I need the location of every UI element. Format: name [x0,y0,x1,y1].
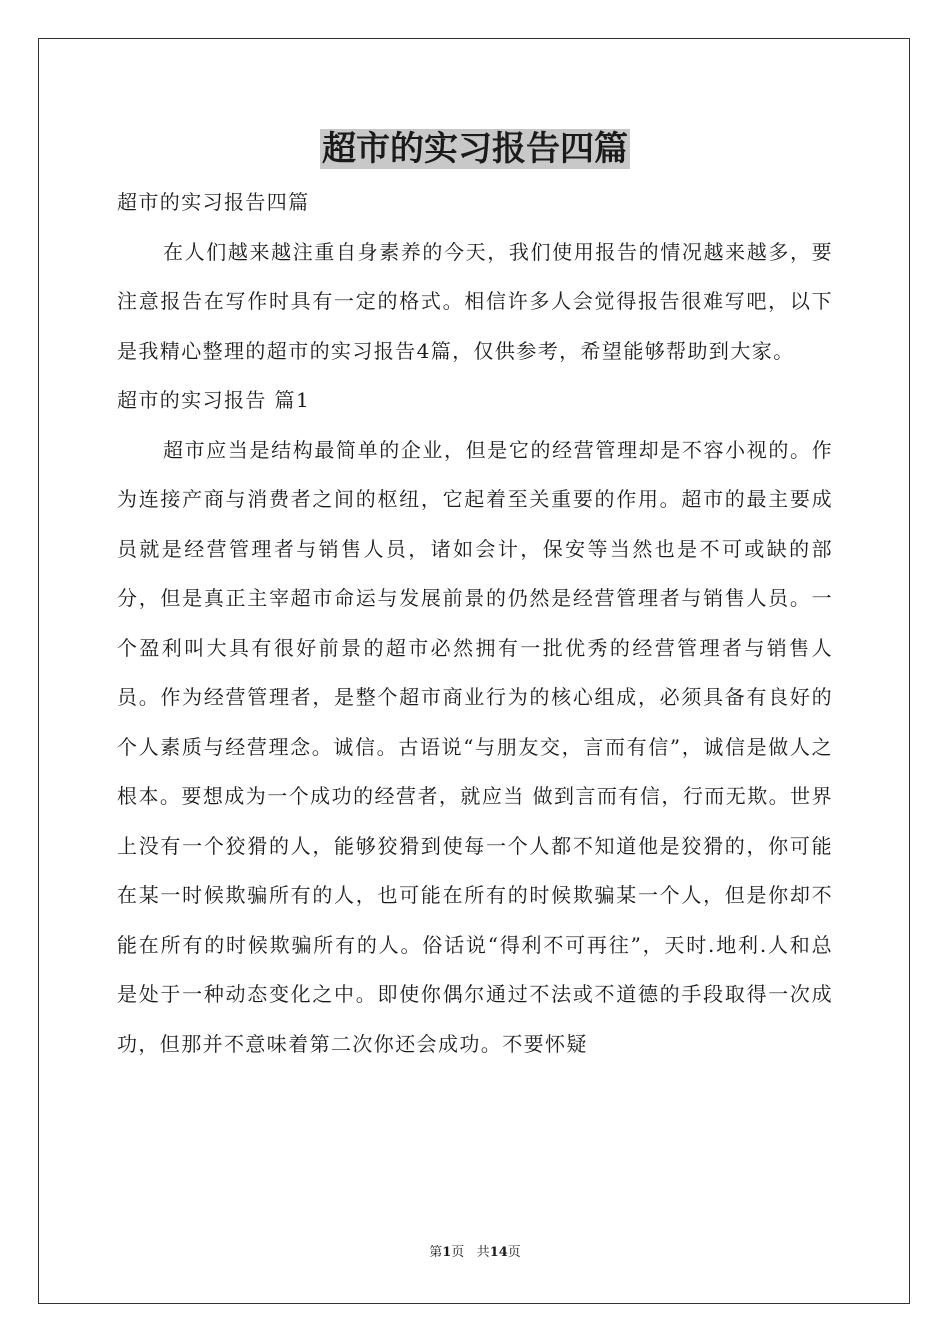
total-pages: 14 [489,1245,508,1260]
total-prefix: 共 [476,1245,490,1260]
section-heading: 超市的实习报告 篇1 [117,388,311,412]
section-paragraph: 超市应当是结构最简单的企业，但是它的经营管理却是不容小视的。作为连接产商与消费者之间的枢纽，它起着至关重要的作用。超市的最主要成员就是经营管理者与销售人员，诸如会计，保安等当然也是不可或缺的部分，但是真正主宰超市命运与发展前景的仍然是经营管理者与销售人员。一个盈利叫大具有很好前景的超市必然拥有一批优秀的经营管理者与销售人员。作为经营管理者，是整个超市商业行为的核心组成，必须具备有良好的个人素质与经营理念。诚信。古语说“与朋友交，言而有信”，诚信是做人之根本。要想成为一个成功的经营者，就应当 做到言而有信，行而无欺。世界上没有一个狡猾的人，能够狡猾到使每一个人都不知道他是狡猾的，你可能在某一时候欺骗所有的人，也可能在所有的时候欺骗某一个人，但是你却不能在所有的时候欺骗所有的人。俗话说“得利不可再往”，天时.地利.人和总是处于一种动态变化之中。即使你偶尔通过不法或不道德的手段取得一次成功，但那并不意味着第二次你还会成功。不要怀疑 [117,437,833,1056]
document-title [0,126,950,172]
document-title-text: 超市的实习报告四篇 [322,129,628,169]
page-footer [0,1244,950,1262]
page-number: 1 [442,1245,452,1260]
document-body [117,178,833,1069]
page-prefix: 第 [429,1245,443,1260]
page-suffix: 页 [451,1245,465,1260]
document-subtitle: 超市的实习报告四篇 [117,190,310,214]
intro-paragraph: 在人们越来越注重自身素养的今天，我们使用报告的情况越来越多，要注意报告在写作时具有一定的格式。相信许多人会觉得报告很难写吧，以下是我精心整理的超市的实习报告4篇，仅供参考，希望能够帮助到大家。 [117,239,833,363]
total-suffix: 页 [507,1245,521,1260]
